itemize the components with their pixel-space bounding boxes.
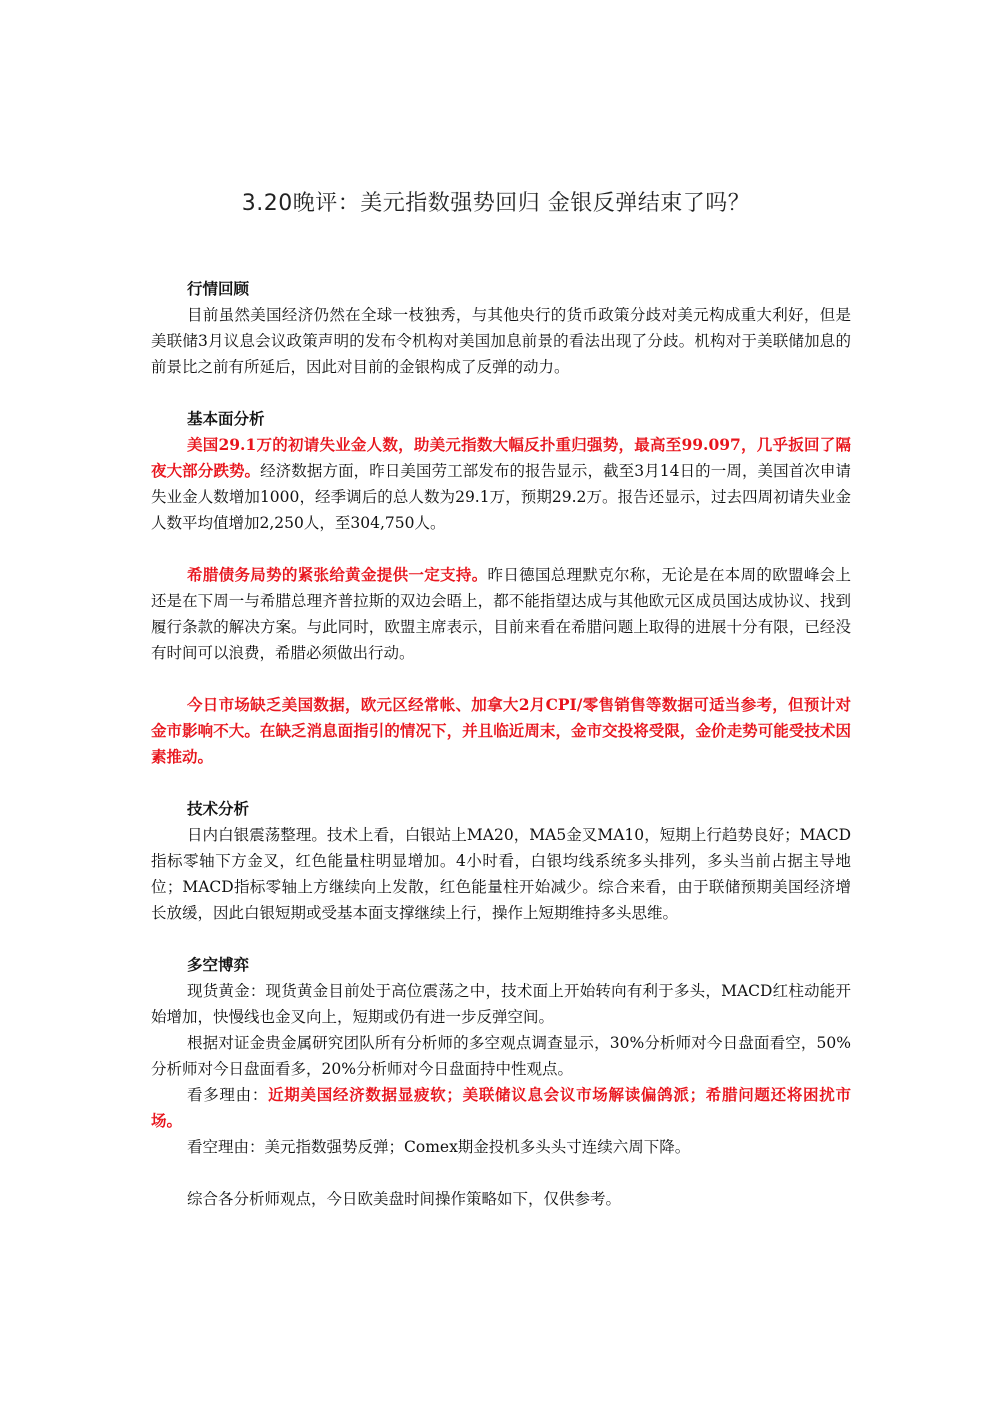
highlight-text: 近期美国经济数据显疲软；美联储议息会议市场解读偏鸽派；希腊问题还将困扰市场。 [151,1085,851,1130]
section-heading-fundamentals: 基本面分析 [187,410,265,428]
paragraph [151,692,851,770]
paragraph-text: 经济数据方面，昨日美国劳工部发布的报告显示，截至3月14日的一周，美国首次申请失业金人数增加1000，经季调后的总人数为29.1万，预期29.2万。报告还显示，过去四周初请失业金人数平均值增加2,250人，至304,750人。 [151,462,851,532]
page-title: 3.20晚评：美元指数强势回归 金银反弹结束了吗？ [241,191,751,216]
paragraph: 根据对证金贵金属研究团队所有分析师的多空观点调查显示，30%分析师对今日盘面看空，50%分析师对今日盘面看多，20%分析师对今日盘面持中性观点。 [151,1034,851,1078]
highlight-text: 希腊债务局势的紧张给黄金提供一定支持。 [187,565,488,584]
section-heading-technical: 技术分析 [187,800,250,818]
paragraph [151,562,851,666]
highlight-text: 美国29.1万的初请失业金人数，助美元指数大幅反扑重归强势，最高至99.097，几乎扳回了隔夜大部分跌势。 [151,435,851,480]
paragraph-text: 昨日德国总理默克尔称，无论是在本周的欧盟峰会上还是在下周一与希腊总理齐普拉斯的双边会晤上，都不能指望达成与其他欧元区成员国达成协议、找到履行条款的解决方案。与此同时，欧盟主席表示，目前来看在希腊问题上取得的进展十分有限，已经没有时间可以浪费，希腊必须做出行动。 [151,566,851,662]
highlight-text: 今日市场缺乏美国数据，欧元区经常帐、加拿大2月CPI/零售销售等数据可适当参考，但预计对金市影响不大。在缺乏消息面指引的情况下，并且临近周末，金市交投将受限，金价走势可能受技术因素推动。 [151,695,851,766]
paragraph [151,432,851,536]
paragraph: 看空理由：美元指数强势反弹；Comex期金投机多头头寸连续六周下降。 [187,1138,691,1156]
section-heading-long-short: 多空博弈 [187,956,250,974]
paragraph: 现货黄金：现货黄金目前处于高位震荡之中，技术面上开始转向有利于多头，MACD红柱动能开始增加，快慢线也金叉向上，短期或仍有进一步反弹空间。 [151,982,851,1026]
paragraph: 综合各分析师观点，今日欧美盘时间操作策略如下，仅供参考。 [187,1190,622,1208]
label-text: 看多理由： [187,1086,269,1104]
paragraph [151,1082,851,1134]
section-heading-market-review: 行情回顾 [187,280,250,298]
paragraph: 目前虽然美国经济仍然在全球一枝独秀，与其他央行的货币政策分歧对美元构成重大利好，但是美联储3月议息会议政策声明的发布令机构对美国加息前景的看法出现了分歧。机构对于美联储加息的前景比之前有所延后，因此对目前的金银构成了反弹的动力。 [151,306,851,376]
document-body [151,276,851,1212]
paragraph: 日内白银震荡整理。技术上看，白银站上MA20，MA5金叉MA10，短期上行趋势良好；MACD指标零轴下方金叉，红色能量柱明显增加。4小时看，白银均线系统多头排列，多头当前占据主导地位；MACD指标零轴上方继续向上发散，红色能量柱开始减少。综合来看，由于联储预期美国经济增长放缓，因此白银短期或受基本面支撑继续上行，操作上短期维持多头思维。 [151,826,851,922]
